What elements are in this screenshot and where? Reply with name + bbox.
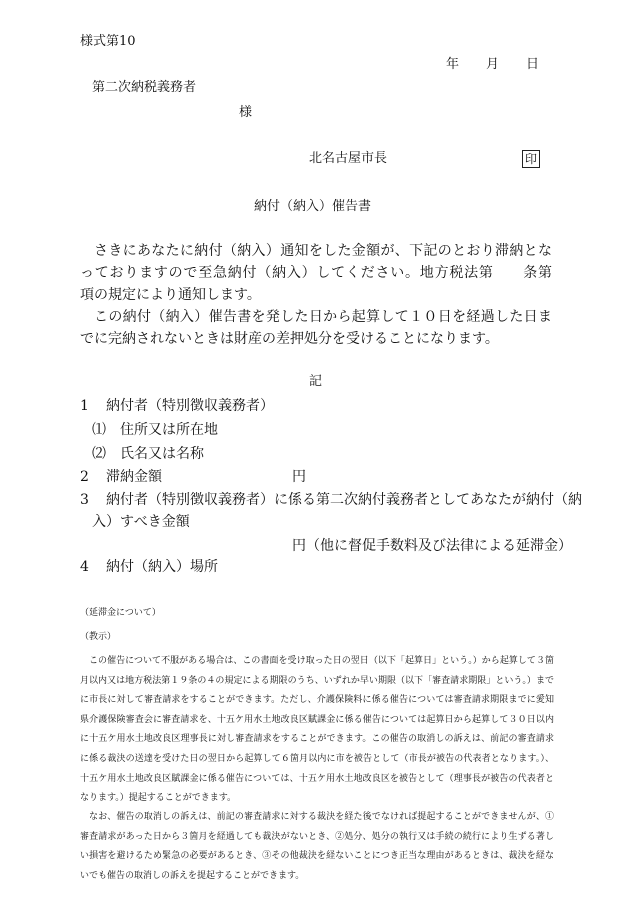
item-1-sub-1-label: 住所又は所在地 <box>120 422 218 438</box>
recipient-honorific: 様 <box>239 105 253 120</box>
issuer-name: 北名古屋市長 <box>309 151 388 166</box>
item-1-sub-1-number: ⑴ <box>92 422 106 438</box>
item-3-label-line-1: 納付者（特別徴収義務者）に係る第二次納付義務者としてあなたが納付（納 <box>106 492 582 508</box>
instruction-heading: （教示） <box>80 632 117 642</box>
item-4-label: 納付（納入）場所 <box>106 559 218 575</box>
item-2-unit: 円 <box>292 469 306 485</box>
item-1-label: 納付者（特別徴収義務者） <box>106 398 274 414</box>
item-1-number: 1 <box>80 398 89 414</box>
item-1-sub-2-label: 氏名又は名称 <box>120 446 204 462</box>
body-paragraph-2: この納付（納入）催告書を発した日から起算して１０日を経過した日までに完納されないときは財産の差押処分を受けることになります。 <box>80 309 552 347</box>
item-2-number: 2 <box>80 469 89 485</box>
late-fee-heading: （延滞金について） <box>80 608 161 618</box>
item-3-number: 3 <box>80 492 89 508</box>
document-title: 納付（納入）催告書 <box>254 199 372 214</box>
recipient-title: 第二次納税義務者 <box>92 80 197 95</box>
seal-mark: 印 <box>522 150 540 168</box>
item-1-sub-2-number: ⑵ <box>92 446 106 462</box>
item-3-amount-note: 円（他に督促手数料及び法律による延滞金） <box>292 538 572 554</box>
item-2-label: 滞納金額 <box>106 469 162 485</box>
item-4-number: 4 <box>80 559 89 575</box>
item-3-label-line-2: 入）すべき金額 <box>92 514 190 530</box>
date-year-label: 年 <box>446 57 460 72</box>
date-day-label: 日 <box>526 57 540 72</box>
instruction-paragraph-1: この催告について不服がある場合は、この書面を受け取った日の翌日（以下「起算日」という。）から起算して３箇月以内又は地方税法第１９条の４の規定による期限のうち、いずれか早い期限（以下「審査請求期限」という。）までに市長に対して審査請求をすることができます。ただし、介護保険料に係る催告については審査請求期限までに愛知県介護保険審査会に審査請求を、十五ケ用水土地改良区賦課金に係る催告については起算日から起算して３０日以内に十五ケ用水土地改良区理事長に対し審査請求をすることができます。この催告の取消しの訴えは、前記の審査請求に係る裁決の送達を受けた日の翌日から起算して６箇月以内に市を被告として（市長が被告の代表者となります。）、十五ケ用水土地改良区賦課金に係る催告については、十五ケ用水土地改良区を被告として（理事長が被告の代表者となります。）提起することができます。 <box>80 656 554 804</box>
date-month-label: 月 <box>486 57 500 72</box>
form-number: 様式第10 <box>80 34 136 49</box>
instruction-paragraph-2: なお、催告の取消しの訴えは、前記の審査請求に対する裁決を経た後でなければ提起することができませんが、①審査請求があった日から３箇月を経過しても裁決がないとき、②処分、処分の執行又は手続の続行により生ずる著しい損害を避けるため緊急の必要があるとき、③その他裁決を経ないことにつき正当な理由があるときは、裁決を経ないでも催告の取消しの訴えを提起することができます。 <box>80 812 554 881</box>
body-paragraph-1: さきにあなたに納付（納入）通知をした金額が、下記のとおり滞納となっておりますので至急納付（納入）してください。地方税法第 条第 項の規定により通知します。 <box>80 243 580 303</box>
ki-heading: 記 <box>309 374 323 389</box>
